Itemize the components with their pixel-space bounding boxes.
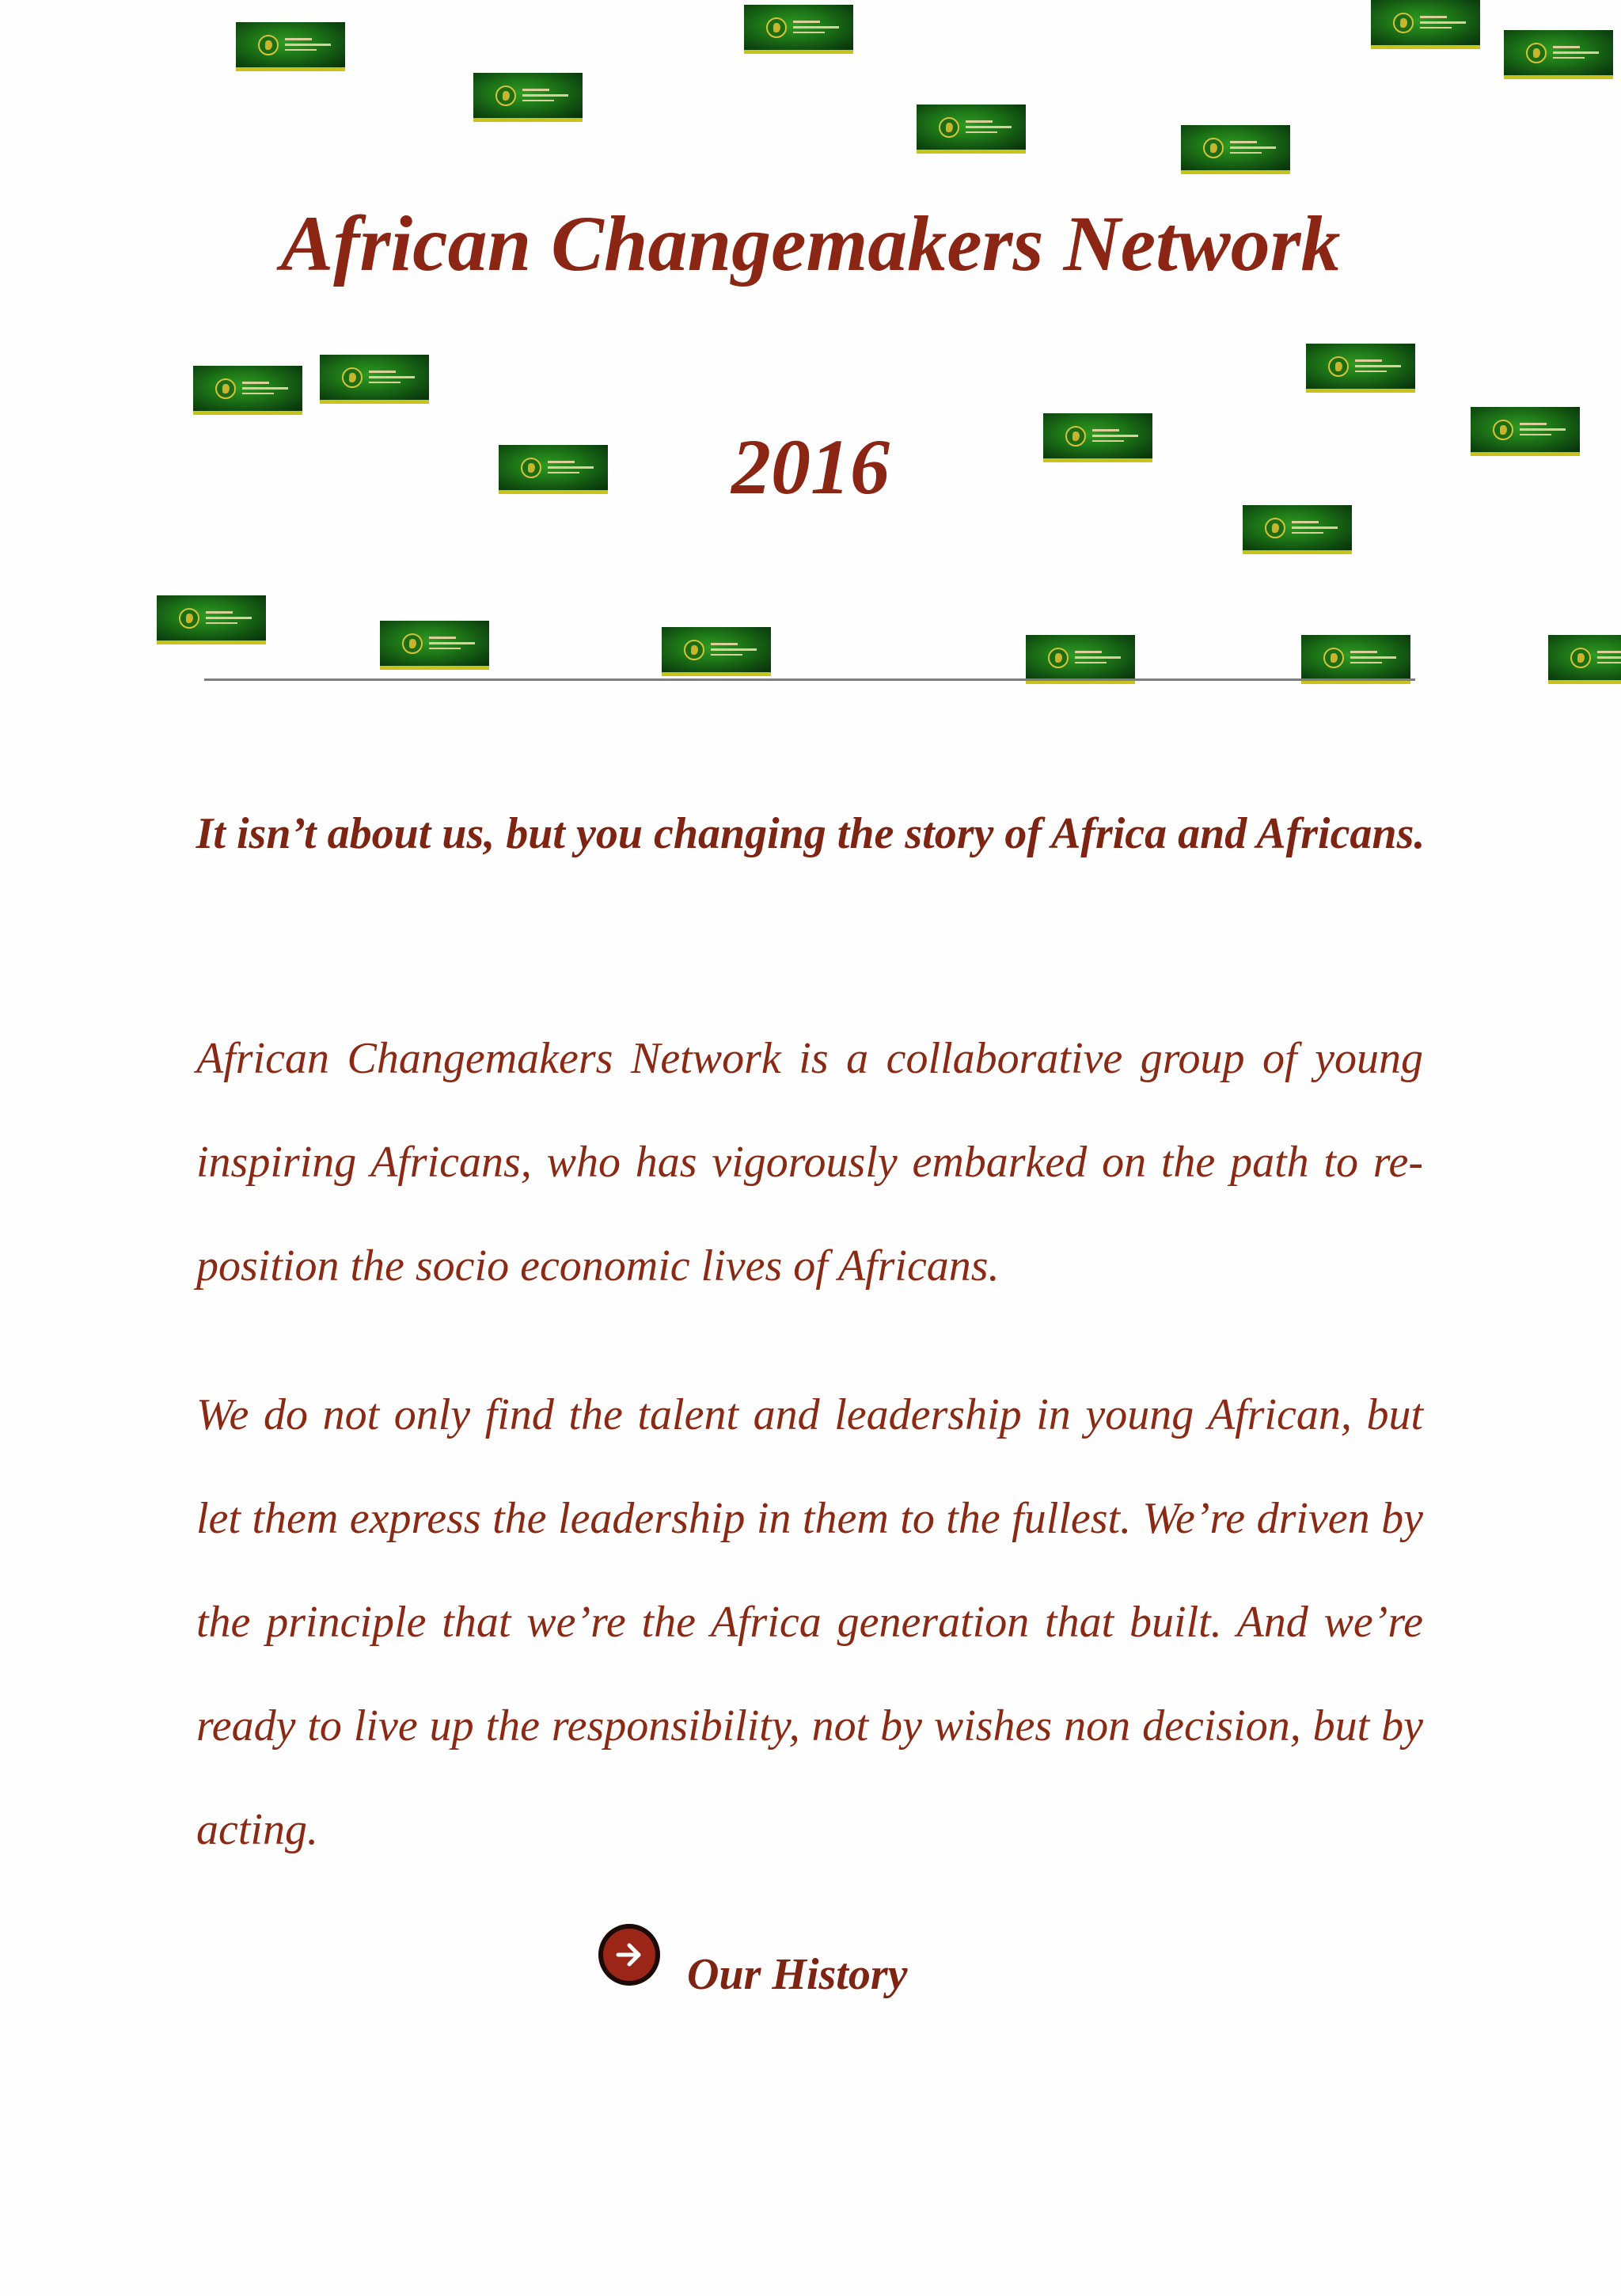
african-changemakers-logo-icon [1026,635,1135,684]
african-changemakers-logo-icon [193,366,302,415]
african-changemakers-logo-icon [1371,0,1480,49]
mission-paragraph: We do not only find the talent and leadership in young African, but let them express the leadership in them to the fullest. We’re driven by the principle that we’re the Africa generation that built. And we’re ready to live up the responsibility, not by wishes non decision, but by acting. [196,1390,1423,1854]
african-changemakers-logo-icon [157,595,266,644]
african-changemakers-logo-icon [917,105,1026,154]
page-title: African Changemakers Network [280,200,1341,287]
african-changemakers-logo-icon [236,22,345,71]
arrow-right-circle-icon[interactable] [598,1924,660,1986]
african-changemakers-logo-icon [1548,635,1621,684]
intro-paragraph: African Changemakers Network is a collaborative group of young inspiring Africans, who has vigorously embarked on the path to re-position the socio economic lives of Africans. [196,1034,1423,1291]
tagline: It isn’t about us, but you changing the story of Africa and Africans. [196,809,1425,858]
african-changemakers-logo-icon [1243,505,1352,554]
african-changemakers-logo-icon [662,627,771,676]
african-changemakers-logo-icon [1181,125,1290,174]
african-changemakers-logo-icon [1504,30,1613,79]
african-changemakers-logo-icon [320,355,429,404]
divider [204,679,1415,681]
african-changemakers-logo-icon [1306,344,1415,393]
african-changemakers-logo-icon [380,621,489,670]
page-year: 2016 [731,423,890,511]
our-history-link[interactable]: Our History [687,1950,908,1999]
african-changemakers-logo-icon [744,5,853,54]
african-changemakers-logo-icon [1301,635,1410,684]
african-changemakers-logo-icon [473,73,583,122]
